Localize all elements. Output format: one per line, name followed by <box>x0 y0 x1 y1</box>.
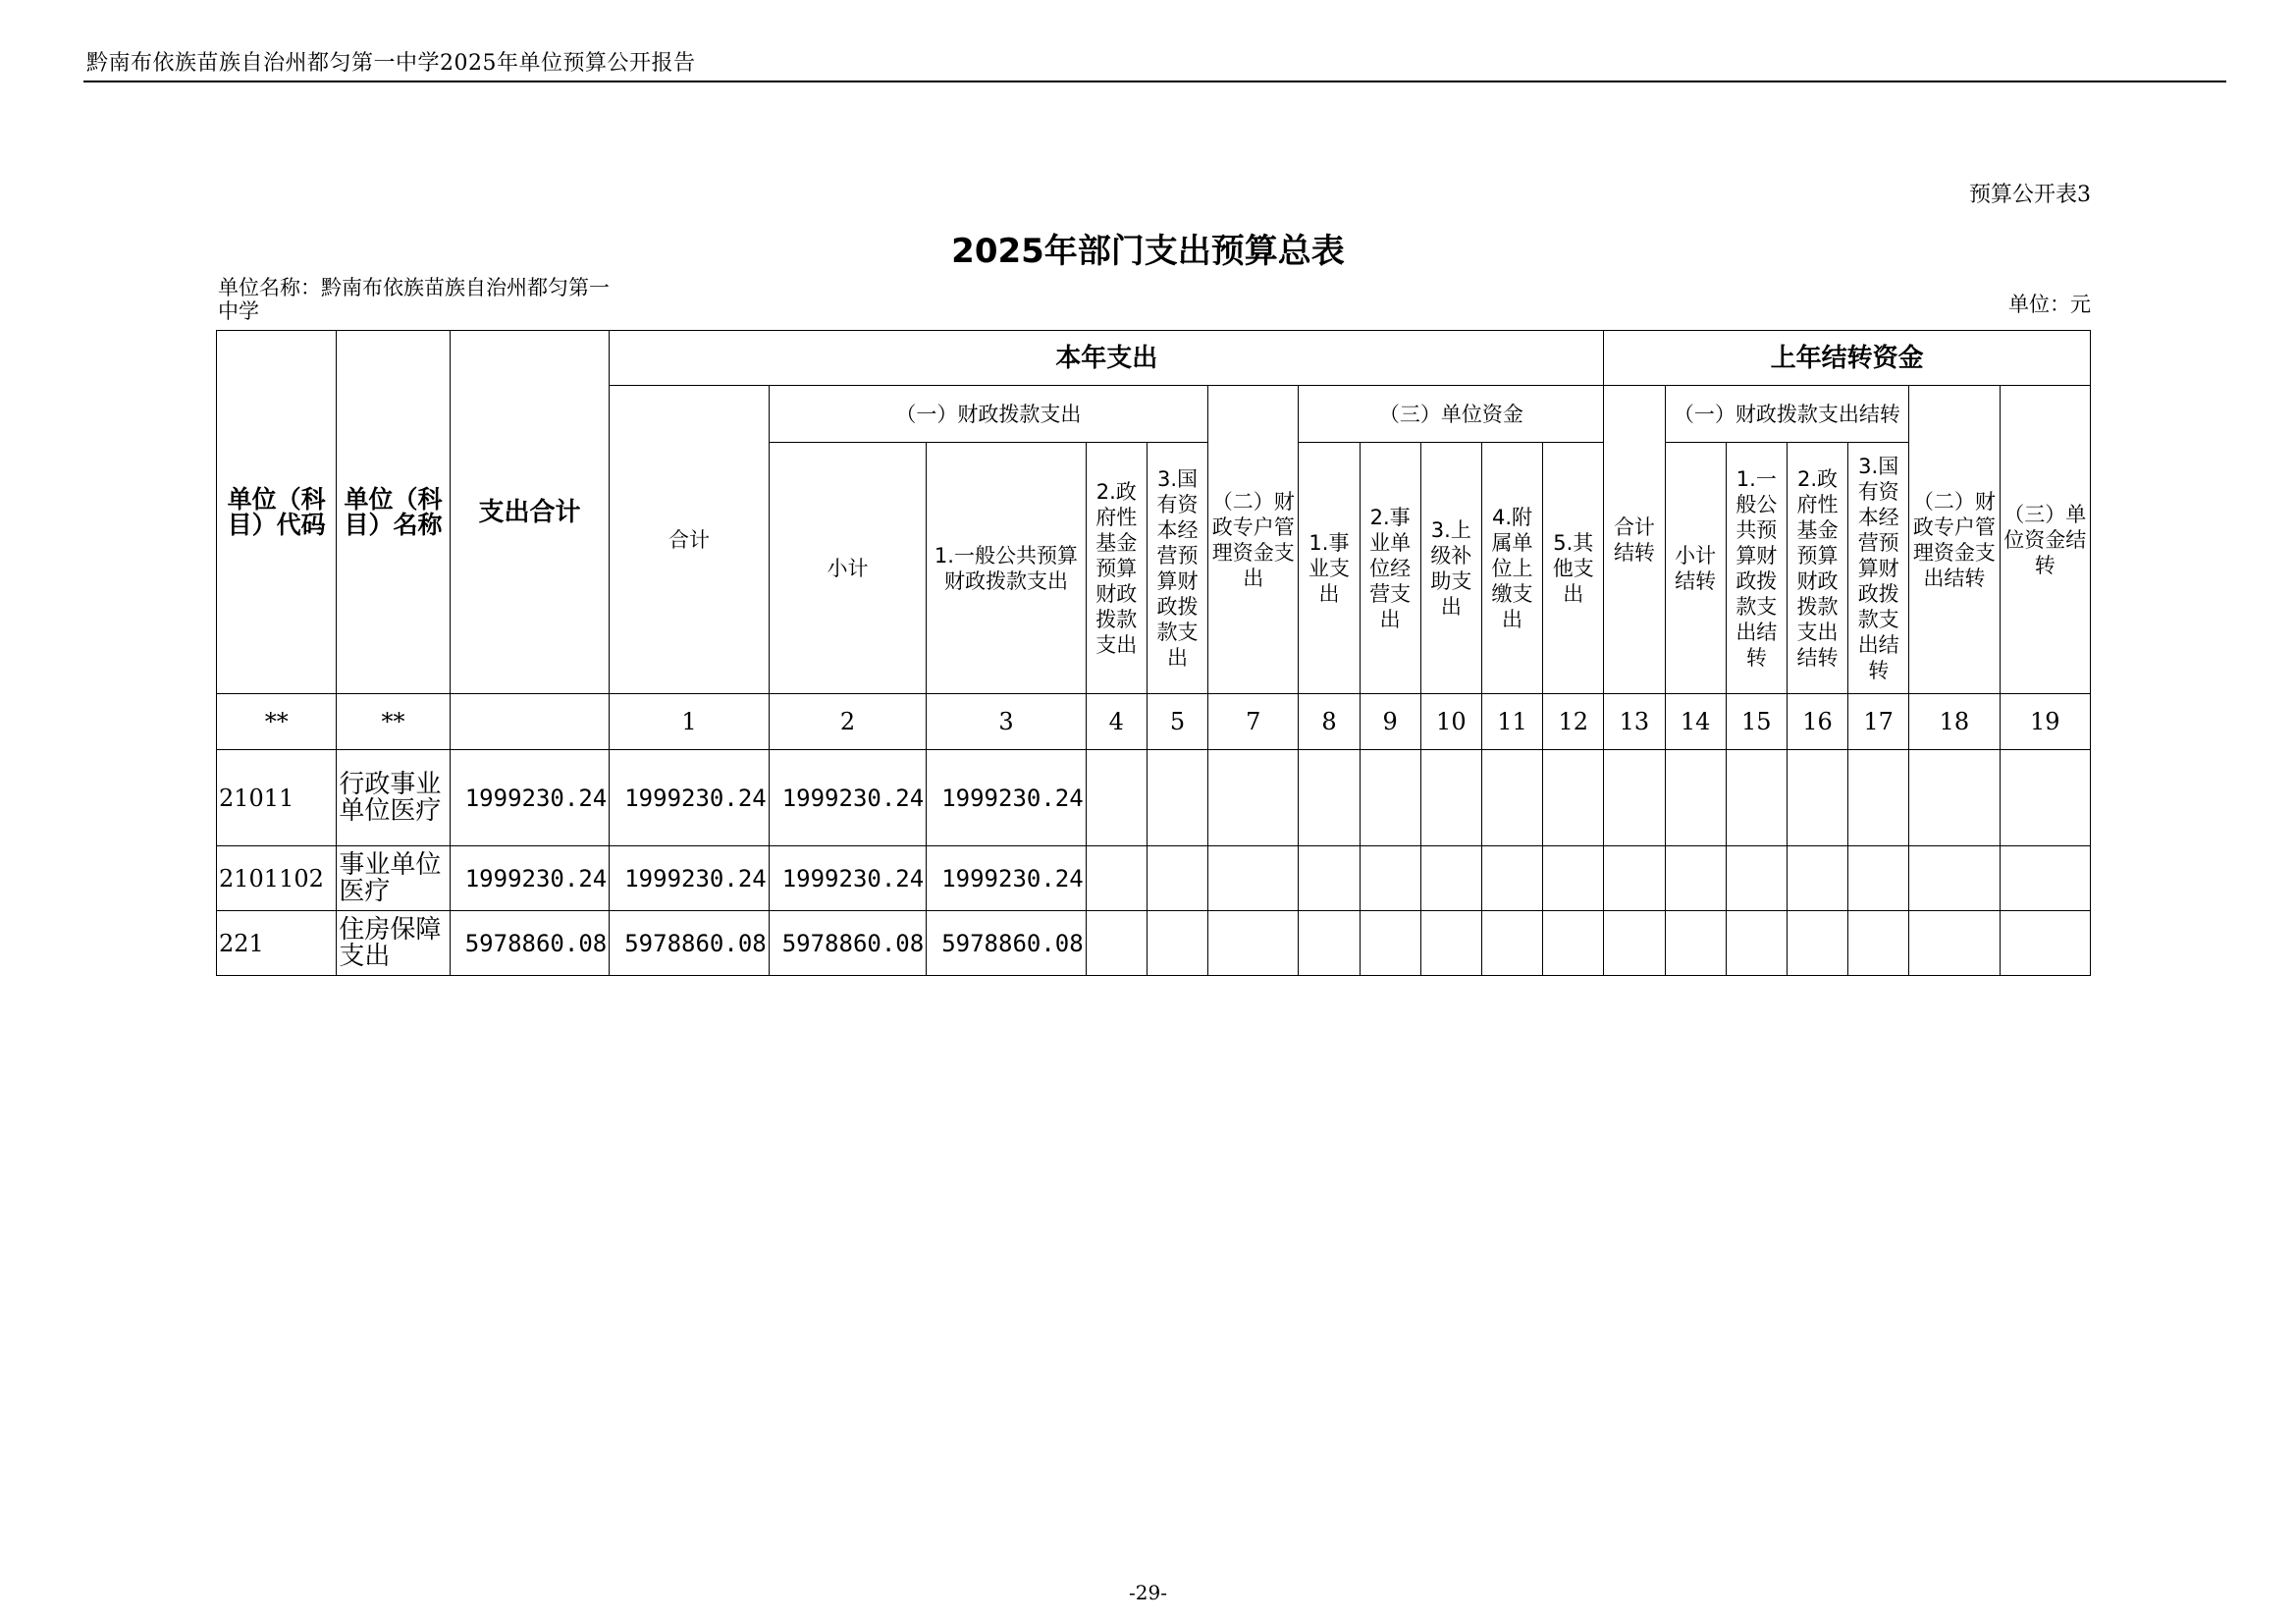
empty-cell <box>1909 911 2000 976</box>
empty-cell <box>1086 846 1147 911</box>
index-cell: 18 <box>1909 694 2000 750</box>
index-cell: 19 <box>2000 694 2090 750</box>
empty-cell <box>1726 911 1787 976</box>
header-co-general: 1.一般公共预算财政拨款支出结转 <box>1726 443 1787 694</box>
column-index-row <box>217 694 2091 750</box>
index-cell: 16 <box>1787 694 1847 750</box>
header-code: 单位（科目）代码 <box>217 331 337 694</box>
row-cur-subtotal: 5978860.08 <box>769 911 926 976</box>
empty-cell <box>1665 750 1726 846</box>
header-cur-subtotal: 小计 <box>769 443 926 694</box>
row-cur-sum: 1999230.24 <box>610 750 770 846</box>
index-cell: 15 <box>1726 694 1787 750</box>
header-cur-subsidy: 3.上级补助支出 <box>1420 443 1481 694</box>
empty-cell <box>1848 846 1909 911</box>
empty-cell <box>1481 911 1542 976</box>
unit-label: 单位：元 <box>2008 293 2091 316</box>
empty-cell <box>1481 750 1542 846</box>
empty-cell <box>1543 750 1604 846</box>
index-cell: 17 <box>1848 694 1909 750</box>
row-cur-general: 1999230.24 <box>927 750 1087 846</box>
header-cur-general: 1.一般公共预算财政拨款支出 <box>927 443 1087 694</box>
index-cell: ** <box>217 694 337 750</box>
empty-cell <box>1147 846 1207 911</box>
row-cur-sum: 5978860.08 <box>610 911 770 976</box>
empty-cell <box>1420 911 1481 976</box>
index-cell: 9 <box>1360 694 1420 750</box>
row-code: 21011 <box>217 750 337 846</box>
expenditure-budget-table <box>216 330 2091 976</box>
header-carryover: 上年结转资金 <box>1604 331 2091 386</box>
header-cur-gov-fund: 2.政府性基金预算财政拨款支出 <box>1086 443 1147 694</box>
header-cur-business: 1.事业支出 <box>1299 443 1360 694</box>
row-code: 2101102 <box>217 846 337 911</box>
header-co-special: （二）财政专户管理资金支出结转 <box>1909 386 2000 694</box>
empty-cell <box>1420 750 1481 846</box>
header-cur-operating: 2.事业单位经营支出 <box>1360 443 1420 694</box>
header-co-unit-funds: （三）单位资金结转 <box>2000 386 2090 694</box>
row-code: 221 <box>217 911 337 976</box>
empty-cell <box>1543 911 1604 976</box>
index-cell: 3 <box>927 694 1087 750</box>
table-row <box>217 911 2091 976</box>
empty-cell <box>1665 911 1726 976</box>
header-co-fiscal: （一）财政拨款支出结转 <box>1665 386 1909 443</box>
table-number: 预算公开表3 <box>1969 183 2091 207</box>
header-cur-unit-funds: （三）单位资金 <box>1299 386 1604 443</box>
empty-cell <box>1787 750 1847 846</box>
table-row <box>217 846 2091 911</box>
index-cell: 14 <box>1665 694 1726 750</box>
empty-cell <box>1726 750 1787 846</box>
empty-cell <box>1299 750 1360 846</box>
header-cur-sum: 合计 <box>610 386 770 694</box>
index-cell: 5 <box>1147 694 1207 750</box>
empty-cell <box>1208 750 1299 846</box>
row-cur-general: 1999230.24 <box>927 846 1087 911</box>
row-cur-subtotal: 1999230.24 <box>769 846 926 911</box>
index-cell: 12 <box>1543 694 1604 750</box>
empty-cell <box>1360 911 1420 976</box>
empty-cell <box>1208 846 1299 911</box>
empty-cell <box>1787 846 1847 911</box>
header-name: 单位（科目）名称 <box>337 331 450 694</box>
empty-cell <box>1665 846 1726 911</box>
row-cur-subtotal: 1999230.24 <box>769 750 926 846</box>
index-cell: 8 <box>1299 694 1360 750</box>
header-cur-special: （二）财政专户管理资金支出 <box>1208 386 1299 694</box>
header-co-state-capital: 3.国有资本经营预算财政拨款支出结转 <box>1848 443 1909 694</box>
index-cell: 10 <box>1420 694 1481 750</box>
empty-cell <box>1848 911 1909 976</box>
empty-cell <box>1543 846 1604 911</box>
empty-cell <box>1420 846 1481 911</box>
row-total: 5978860.08 <box>450 911 610 976</box>
page-title: 2025年部门支出预算总表 <box>951 232 1345 271</box>
header-co-gov-fund: 2.政府性基金预算财政拨款支出结转 <box>1787 443 1847 694</box>
index-cell: 7 <box>1208 694 1299 750</box>
row-cur-sum: 1999230.24 <box>610 846 770 911</box>
empty-cell <box>1604 911 1665 976</box>
row-name: 行政事业单位医疗 <box>337 750 450 846</box>
empty-cell <box>1299 846 1360 911</box>
row-cur-general: 5978860.08 <box>927 911 1087 976</box>
empty-cell <box>1604 750 1665 846</box>
empty-cell <box>2000 750 2090 846</box>
empty-cell <box>1726 846 1787 911</box>
empty-cell <box>1604 846 1665 911</box>
empty-cell <box>1909 846 2000 911</box>
index-cell: 13 <box>1604 694 1665 750</box>
empty-cell <box>1299 911 1360 976</box>
running-header: 黔南布依族苗族自治州都匀第一中学2025年单位预算公开报告 <box>86 51 696 76</box>
index-cell: ** <box>337 694 450 750</box>
index-cell <box>450 694 610 750</box>
empty-cell <box>1147 750 1207 846</box>
header-cur-state-capital: 3.国有资本经营预算财政拨款支出 <box>1147 443 1207 694</box>
row-name: 住房保障支出 <box>337 911 450 976</box>
empty-cell <box>1481 846 1542 911</box>
header-cur-affiliated: 4.附属单位上缴支出 <box>1481 443 1542 694</box>
header-total: 支出合计 <box>450 331 610 694</box>
empty-cell <box>2000 846 2090 911</box>
page-number: -29- <box>1129 1581 1167 1604</box>
empty-cell <box>1208 911 1299 976</box>
row-total: 1999230.24 <box>450 750 610 846</box>
header-rule <box>83 81 2226 82</box>
empty-cell <box>1086 911 1147 976</box>
index-cell: 1 <box>610 694 770 750</box>
header-co-subtotal: 小计结转 <box>1665 443 1726 694</box>
header-current-year: 本年支出 <box>610 331 1604 386</box>
row-total: 1999230.24 <box>450 846 610 911</box>
empty-cell <box>1086 750 1147 846</box>
row-name: 事业单位医疗 <box>337 846 450 911</box>
empty-cell <box>1909 750 2000 846</box>
empty-cell <box>1787 911 1847 976</box>
empty-cell <box>1360 846 1420 911</box>
unit-name: 单位名称：黔南布依族苗族自治州都匀第一中学 <box>218 276 610 323</box>
header-co-sum: 合计结转 <box>1604 386 1665 694</box>
index-cell: 2 <box>769 694 926 750</box>
header-cur-other: 5.其他支出 <box>1543 443 1604 694</box>
empty-cell <box>2000 911 2090 976</box>
table-row <box>217 750 2091 846</box>
empty-cell <box>1360 750 1420 846</box>
index-cell: 4 <box>1086 694 1147 750</box>
header-cur-fiscal: （一）财政拨款支出 <box>769 386 1207 443</box>
empty-cell <box>1147 911 1207 976</box>
index-cell: 11 <box>1481 694 1542 750</box>
empty-cell <box>1848 750 1909 846</box>
